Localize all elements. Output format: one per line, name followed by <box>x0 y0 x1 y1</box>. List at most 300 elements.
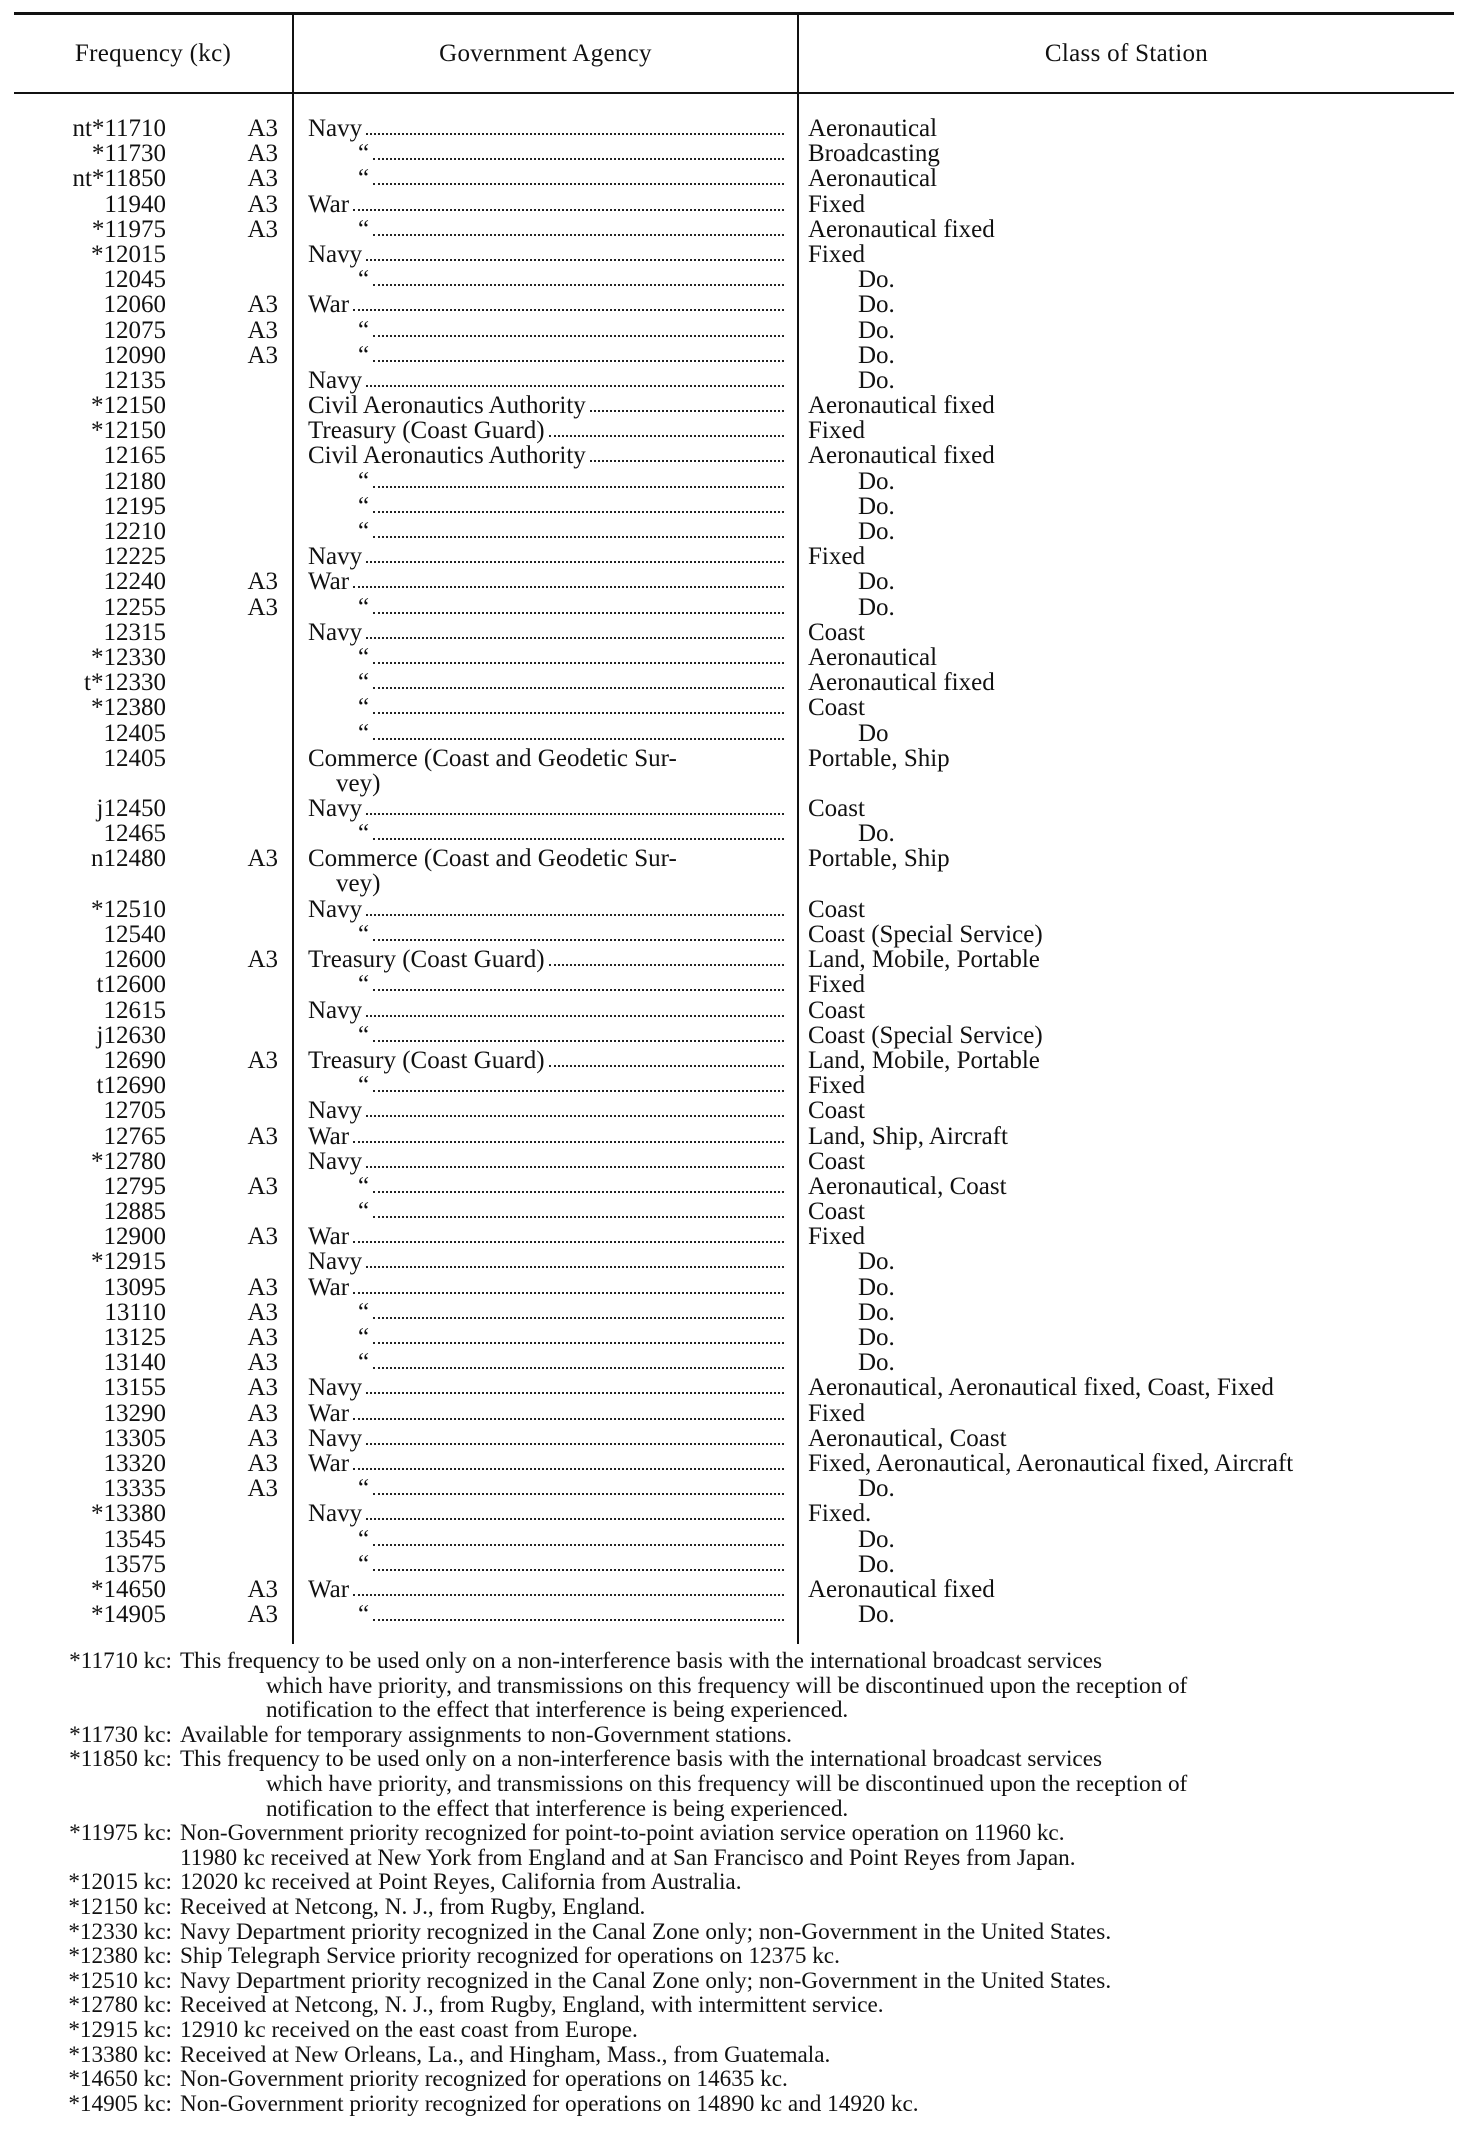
footnote-label: *11730 kc: <box>69 1721 172 1748</box>
class-cell: Broadcasting <box>808 140 940 168</box>
agency-cell <box>308 1174 788 1199</box>
agency-cell <box>308 343 788 368</box>
table-row <box>0 1325 1463 1350</box>
class-cell: Aeronautical fixed <box>808 669 995 697</box>
agency-cell <box>308 1476 788 1501</box>
footnote <box>0 1895 1463 1920</box>
footnote-line: notification to the effect that interference is being experienced. <box>266 1795 849 1822</box>
agency-cell <box>308 922 788 947</box>
agency-text: Navy <box>308 1374 363 1402</box>
dot-leader <box>373 343 784 362</box>
frequency-cell: nt*11850 <box>72 165 166 193</box>
class-cell: Do. <box>858 341 895 369</box>
table-row <box>0 1149 1463 1174</box>
frequency-cell: *11730 <box>91 140 166 168</box>
class-cell: Coast <box>808 694 865 722</box>
agency-cell <box>308 1224 788 1249</box>
dot-leader <box>373 318 784 337</box>
agency-text: “ <box>358 467 370 495</box>
footnote-label: *12150 kc: <box>68 1893 172 1920</box>
dot-leader <box>366 544 784 563</box>
dot-leader <box>373 821 784 840</box>
agency-cell <box>308 670 788 695</box>
agency-cell <box>308 1325 788 1350</box>
table-row <box>0 443 1463 468</box>
table-row <box>0 922 1463 947</box>
agency-cell <box>308 1602 788 1627</box>
table-row <box>0 1602 1463 1627</box>
frequency-cell: 13575 <box>103 1550 166 1578</box>
class-cell: Do. <box>858 1525 895 1553</box>
class-cell: Do. <box>858 518 895 545</box>
class-cell: Do. <box>858 568 895 596</box>
agency-text: Navy <box>308 1424 363 1452</box>
agency-cell <box>308 192 788 217</box>
agency-text: Navy <box>308 115 363 142</box>
frequency-cell: 13125 <box>103 1324 166 1352</box>
agency-text: “ <box>358 1525 370 1553</box>
class-cell: Fixed <box>808 190 865 218</box>
table-row <box>0 821 1463 846</box>
footnote-line: 11980 kc received at New York from England and at San Francisco and Point Reyes from Japan. <box>180 1844 1076 1871</box>
agency-line-continued: vey) <box>336 870 381 898</box>
frequency-cell: *12915 <box>91 1248 166 1276</box>
footnote <box>0 2067 1463 2092</box>
emission-cell: A3 <box>247 316 278 344</box>
agency-text: Navy <box>308 1097 363 1125</box>
frequency-cell: 13335 <box>103 1475 166 1503</box>
agency-text: Navy <box>308 1500 363 1528</box>
frequency-cell: t12690 <box>96 1072 166 1100</box>
class-cell: Aeronautical, Aeronautical fixed, Coast, Fixed <box>808 1374 1274 1402</box>
dot-leader <box>373 1476 784 1495</box>
footnote-line: Received at Netcong, N. J., from Rugby, England, with intermittent service. <box>180 1992 884 2019</box>
agency-cell <box>308 418 788 443</box>
class-cell: Coast <box>808 795 865 823</box>
agency-text: War <box>308 1223 350 1251</box>
table-row <box>0 318 1463 343</box>
agency-text: Navy <box>308 366 363 394</box>
agency-text: War <box>308 568 350 596</box>
emission-cell: A3 <box>247 1424 278 1452</box>
agency-cell <box>308 1199 788 1224</box>
frequency-cell: *12150 <box>91 417 166 445</box>
dot-leader <box>366 620 784 639</box>
frequency-cell: *12780 <box>91 1147 166 1175</box>
table-row <box>0 796 1463 821</box>
footnote-label: *12380 kc: <box>68 1943 172 1970</box>
agency-line-continued: vey) <box>336 769 381 797</box>
frequency-cell: 12225 <box>103 543 166 571</box>
frequency-cell: 12180 <box>103 467 166 495</box>
frequency-cell: 12405 <box>103 719 166 747</box>
agency-text: “ <box>358 719 370 747</box>
dot-leader <box>366 1098 784 1117</box>
dot-leader <box>373 166 784 185</box>
footnote-line: Navy Department priority recognized in the Canal Zone only; non-Government in the United States. <box>180 1918 1112 1945</box>
agency-cell <box>308 569 788 594</box>
header-frequency: Frequency (kc) <box>74 40 232 67</box>
class-cell: Coast <box>808 895 865 923</box>
dot-leader <box>366 1149 784 1168</box>
agency-text: “ <box>358 266 370 294</box>
agency-text: “ <box>358 669 370 697</box>
footnote-line: Received at Netcong, N. J., from Rugby, England. <box>180 1893 646 1920</box>
dot-leader <box>373 1325 784 1344</box>
class-cell: Portable, Ship <box>808 744 950 772</box>
frequency-cell: 12090 <box>103 341 166 369</box>
dot-leader <box>373 695 784 714</box>
table-row <box>0 620 1463 645</box>
emission-cell: A3 <box>247 215 278 243</box>
class-cell: Fixed <box>808 543 865 571</box>
table-row <box>0 544 1463 569</box>
footnote-text <box>180 2092 1463 2117</box>
footnote-text <box>180 1723 1463 1748</box>
emission-cell: A3 <box>247 1575 278 1603</box>
table-row <box>0 1048 1463 1073</box>
class-cell: Do. <box>858 366 895 394</box>
agency-cell <box>308 1300 788 1325</box>
agency-cell <box>308 1451 788 1476</box>
frequency-cell: 12240 <box>103 568 166 596</box>
dot-leader <box>373 1602 784 1621</box>
table-row <box>0 242 1463 267</box>
agency-cell <box>308 620 788 645</box>
agency-cell <box>308 897 788 922</box>
agency-text: “ <box>358 1601 370 1629</box>
agency-text: Navy <box>308 618 363 646</box>
dot-leader <box>366 116 784 135</box>
footnote-label: *12015 kc: <box>68 1869 172 1896</box>
table-row <box>0 998 1463 1023</box>
frequency-cell: 12615 <box>103 996 166 1024</box>
agency-cell <box>308 393 788 418</box>
agency-text: War <box>308 1122 350 1150</box>
dot-leader <box>366 368 784 387</box>
class-cell: Do. <box>858 291 895 319</box>
footnote <box>0 2043 1463 2068</box>
agency-text: War <box>308 1399 350 1427</box>
table-row <box>0 645 1463 670</box>
agency-cell <box>308 1401 788 1426</box>
table-row <box>0 1577 1463 1602</box>
table-row <box>0 1174 1463 1199</box>
footnote-label: *11710 kc: <box>69 1648 172 1674</box>
footnote-text <box>180 2067 1463 2092</box>
dot-leader <box>353 569 784 588</box>
agency-text: “ <box>358 820 370 848</box>
frequency-cell: t12600 <box>96 971 166 999</box>
class-cell: Coast <box>808 1097 865 1125</box>
dot-leader <box>353 1224 784 1243</box>
dot-leader <box>366 1501 784 1520</box>
dot-leader <box>549 418 784 437</box>
frequency-cell: 12075 <box>103 316 166 344</box>
agency-cell <box>308 1023 788 1048</box>
agency-cell <box>308 645 788 670</box>
agency-text: “ <box>358 518 370 545</box>
agency-cell <box>308 267 788 292</box>
dot-leader <box>373 972 784 991</box>
dot-leader <box>366 1249 784 1268</box>
agency-cell <box>308 1149 788 1174</box>
dot-leader <box>373 1527 784 1546</box>
dot-leader <box>366 998 784 1017</box>
frequency-cell: 12540 <box>103 921 166 949</box>
class-cell: Coast <box>808 1198 865 1226</box>
table-row <box>0 1300 1463 1325</box>
footnote-text <box>180 1969 1463 1994</box>
agency-cell <box>308 1350 788 1375</box>
class-cell: Coast <box>808 618 865 646</box>
footnote-text <box>180 1920 1463 1945</box>
agency-text: Navy <box>308 895 363 923</box>
table-row <box>0 897 1463 922</box>
dot-leader <box>353 1451 784 1470</box>
agency-cell <box>308 1124 788 1149</box>
emission-cell: A3 <box>247 1046 278 1074</box>
agency-text: “ <box>358 1072 370 1100</box>
agency-cell <box>308 141 788 166</box>
dot-leader <box>373 645 784 664</box>
footnote-line: which have priority, and transmissions on this frequency will be discontinued upon the reception of <box>266 1672 1188 1699</box>
footnotes <box>0 1649 1463 2116</box>
table-row <box>0 418 1463 443</box>
frequency-cell: *14905 <box>91 1601 166 1629</box>
table-row <box>0 1350 1463 1375</box>
table-row <box>0 1552 1463 1577</box>
dot-leader <box>373 1023 784 1042</box>
footnote-label: *14905 kc: <box>68 2090 172 2117</box>
emission-cell: A3 <box>247 1601 278 1629</box>
frequency-cell: 13290 <box>103 1399 166 1427</box>
agency-text: War <box>308 291 350 319</box>
footnote <box>0 2018 1463 2043</box>
footnote-line: Navy Department priority recognized in the Canal Zone only; non-Government in the United States. <box>180 1967 1112 1994</box>
class-cell: Fixed <box>808 240 865 268</box>
agency-cell <box>308 1375 788 1400</box>
emission-cell: A3 <box>247 115 278 142</box>
footnote-line: Non-Government priority recognized for operations on 14890 kc and 14920 kc. <box>180 2090 919 2117</box>
agency-text: “ <box>358 971 370 999</box>
agency-line: Commerce (Coast and Geodetic Sur- <box>308 845 677 873</box>
class-cell: Coast (Special Service) <box>808 1021 1043 1049</box>
dot-leader <box>366 897 784 916</box>
class-cell: Coast <box>808 996 865 1024</box>
emission-cell: A3 <box>247 593 278 621</box>
class-cell: Aeronautical <box>808 165 938 193</box>
footnote-line: Non-Government priority recognized for point-to-point aviation service operation on 11960 kc. <box>180 1820 1065 1847</box>
footnote-text <box>180 1821 1463 1870</box>
agency-text: Treasury (Coast Guard) <box>308 946 545 974</box>
agency-text: Treasury (Coast Guard) <box>308 1046 545 1074</box>
table-row <box>0 343 1463 368</box>
class-cell: Do. <box>858 1601 895 1629</box>
frequency-cell: 12705 <box>103 1097 166 1125</box>
table-row <box>0 569 1463 594</box>
footnote-label: *12780 kc: <box>68 1992 172 2019</box>
agency-cell <box>308 1073 788 1098</box>
emission-cell: A3 <box>247 1475 278 1503</box>
agency-cell <box>308 1275 788 1300</box>
frequency-cell: 12795 <box>103 1172 166 1200</box>
agency-text: Treasury (Coast Guard) <box>308 417 545 445</box>
dot-leader <box>366 1375 784 1394</box>
class-cell: Do. <box>858 820 895 848</box>
frequency-cell: 13155 <box>103 1374 166 1402</box>
emission-cell: A3 <box>247 1374 278 1402</box>
class-cell: Do. <box>858 1550 895 1578</box>
frequency-cell: *12510 <box>91 895 166 923</box>
agency-text: “ <box>358 341 370 369</box>
agency-text: War <box>308 190 350 218</box>
table-row <box>0 292 1463 317</box>
emission-cell: A3 <box>247 1298 278 1326</box>
class-cell: Do. <box>858 1298 895 1326</box>
footnote <box>0 1969 1463 1994</box>
agency-cell <box>308 1098 788 1123</box>
emission-cell: A3 <box>247 1273 278 1301</box>
class-cell: Aeronautical fixed <box>808 1575 995 1603</box>
emission-cell: A3 <box>247 165 278 193</box>
agency-cell <box>308 368 788 393</box>
table-row <box>0 393 1463 418</box>
table-row <box>0 846 1463 896</box>
frequency-cell: j12630 <box>96 1021 166 1049</box>
agency-cell <box>308 318 788 343</box>
class-cell: Do. <box>858 316 895 344</box>
dot-leader <box>373 494 784 513</box>
dot-leader <box>366 796 784 815</box>
class-cell: Do <box>858 719 889 747</box>
footnote-line: Ship Telegraph Service priority recognized for operations on 12375 kc. <box>180 1943 840 1970</box>
frequency-cell: 13320 <box>103 1449 166 1477</box>
dot-leader <box>353 1577 784 1596</box>
agency-text: Navy <box>308 1248 363 1276</box>
dot-leader <box>373 519 784 538</box>
agency-text: “ <box>358 1349 370 1377</box>
table-row <box>0 721 1463 746</box>
frequency-cell: 12600 <box>103 946 166 974</box>
agency-cell <box>308 595 788 620</box>
table-row <box>0 1098 1463 1123</box>
emission-cell: A3 <box>247 1122 278 1150</box>
agency-text: Navy <box>308 996 363 1024</box>
class-cell: Do. <box>858 1273 895 1301</box>
class-cell: Fixed <box>808 1399 865 1427</box>
emission-cell: A3 <box>247 140 278 168</box>
agency-text: “ <box>358 316 370 344</box>
agency-cell <box>308 242 788 267</box>
table-row <box>0 695 1463 720</box>
dot-leader <box>373 1174 784 1193</box>
dot-leader <box>353 1124 784 1143</box>
agency-text: “ <box>358 492 370 520</box>
frequency-cell: *12150 <box>91 392 166 420</box>
class-cell: Do. <box>858 593 895 621</box>
dot-leader <box>353 192 784 211</box>
frequency-cell: *14650 <box>91 1575 166 1603</box>
class-cell: Aeronautical, Coast <box>808 1172 1007 1200</box>
dot-leader <box>366 242 784 261</box>
table-row <box>0 972 1463 997</box>
dot-leader <box>353 1401 784 1420</box>
frequency-cell: nt*11710 <box>72 115 166 142</box>
agency-cell <box>308 821 788 846</box>
class-cell: Do. <box>858 1248 895 1276</box>
class-cell: Fixed, Aeronautical, Aeronautical fixed, Aircraft <box>808 1449 1294 1477</box>
agency-cell <box>308 947 788 972</box>
footnote-line: which have priority, and transmissions on this frequency will be discontinued upon the reception of <box>266 1770 1188 1797</box>
emission-cell: A3 <box>247 1223 278 1251</box>
agency-text: Civil Aeronautics Authority <box>308 392 586 420</box>
agency-text: “ <box>358 165 370 193</box>
table-row <box>0 595 1463 620</box>
dot-leader <box>373 267 784 286</box>
footnote <box>0 1649 1463 1723</box>
table-row <box>0 1451 1463 1476</box>
table-row <box>0 746 1463 796</box>
agency-text: “ <box>358 1550 370 1578</box>
emission-cell: A3 <box>247 190 278 218</box>
frequency-cell: 12465 <box>103 820 166 848</box>
table-row <box>0 1426 1463 1451</box>
agency-text: “ <box>358 593 370 621</box>
agency-cell <box>308 695 788 720</box>
dot-leader <box>373 1552 784 1571</box>
emission-cell: A3 <box>247 341 278 369</box>
footnote-text <box>180 1870 1463 1895</box>
agency-text: “ <box>358 1172 370 1200</box>
agency-cell <box>308 1048 788 1073</box>
agency-text: “ <box>358 1021 370 1049</box>
agency-text: “ <box>358 694 370 722</box>
class-cell: Aeronautical <box>808 115 938 142</box>
class-cell: Land, Mobile, Portable <box>808 946 1040 974</box>
agency-text: War <box>308 1575 350 1603</box>
frequency-cell: 12255 <box>103 593 166 621</box>
frequency-cell: *13380 <box>91 1500 166 1528</box>
dot-leader <box>590 443 784 462</box>
frequency-cell: 12405 <box>103 744 166 772</box>
footnote-label: *14650 kc: <box>68 2066 172 2093</box>
emission-cell: A3 <box>247 946 278 974</box>
table-row <box>0 141 1463 166</box>
frequency-cell: 13305 <box>103 1424 166 1452</box>
agency-text: “ <box>358 1198 370 1226</box>
agency-cell <box>308 217 788 242</box>
table-row <box>0 1527 1463 1552</box>
frequency-cell: *12330 <box>91 643 166 671</box>
frequency-cell: 13095 <box>103 1273 166 1301</box>
footnote-label: *13380 kc: <box>68 2041 172 2068</box>
footnote-label: *12510 kc: <box>68 1967 172 1994</box>
frequency-cell: j12450 <box>96 795 166 823</box>
frequency-cell: 11940 <box>104 190 166 218</box>
agency-cell <box>308 1527 788 1552</box>
table-row <box>0 116 1463 141</box>
table-row <box>0 368 1463 393</box>
emission-cell: A3 <box>247 1349 278 1377</box>
class-cell: Do. <box>858 1324 895 1352</box>
table-row <box>0 166 1463 191</box>
emission-cell: A3 <box>247 1172 278 1200</box>
agency-text: “ <box>358 1324 370 1352</box>
dot-leader <box>373 670 784 689</box>
emission-cell: A3 <box>247 291 278 319</box>
footnote <box>0 1993 1463 2018</box>
